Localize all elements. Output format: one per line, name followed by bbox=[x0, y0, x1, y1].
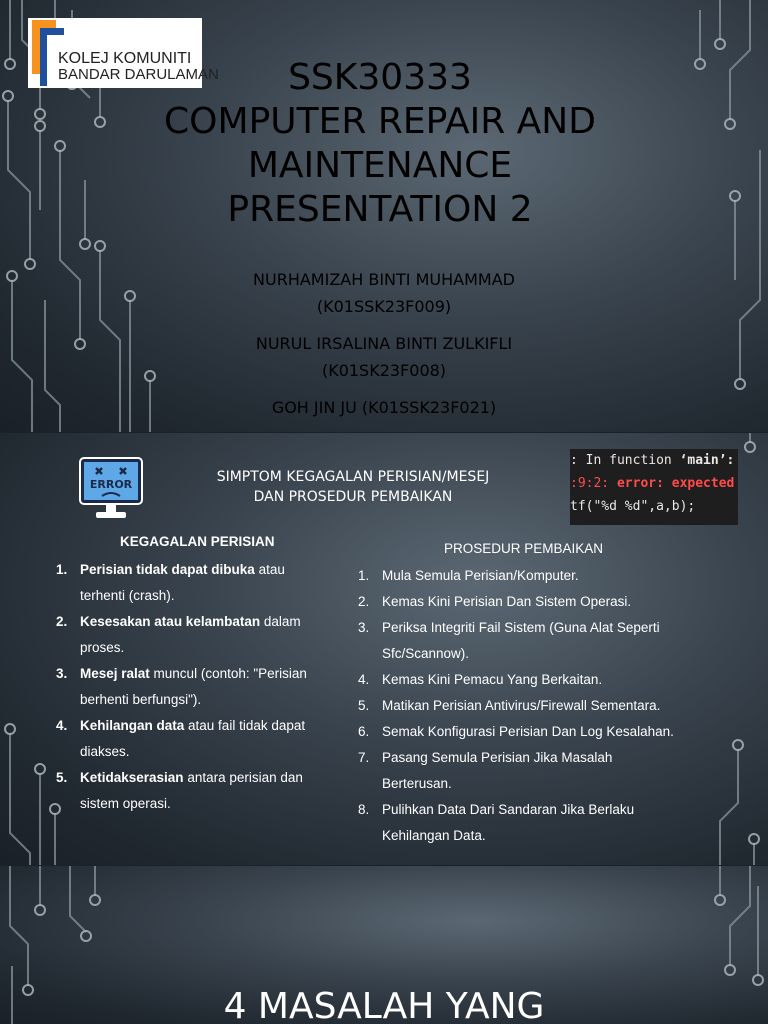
code-line-3a: tf("%d %d",a,b); bbox=[570, 499, 696, 514]
item-bold-text: Ketidakserasian bbox=[80, 770, 184, 785]
item-text: Pulihkan Data Dari Sandaran Jika Berlaku bbox=[382, 802, 635, 817]
logo-line-1: KOLEJ KOMUNITI bbox=[58, 50, 192, 67]
procedure-item bbox=[358, 563, 708, 589]
slide-heading-line-2: DAN PROSEDUR PEMBAIKAN bbox=[253, 489, 453, 505]
item-text: antara perisian dan bbox=[183, 770, 303, 785]
logo-line-2: BANDAR DARULAMAN bbox=[58, 66, 219, 83]
item-number: 2. bbox=[358, 594, 370, 609]
item-number: 1. bbox=[358, 568, 370, 583]
error-monitor-icon bbox=[78, 456, 144, 522]
author-1-name: NURHAMIZAH BINTI MUHAMMAD bbox=[253, 270, 515, 289]
author-2-id: (K01SK23F008) bbox=[321, 361, 447, 380]
item-number: 4. bbox=[56, 718, 68, 733]
author-3 bbox=[140, 394, 628, 421]
item-text-line-2: berhenti berfungsi"). bbox=[80, 692, 202, 707]
next-slide-title: 4 MASALAH YANG bbox=[223, 986, 545, 1024]
content-slide bbox=[0, 433, 768, 865]
symptom-item bbox=[56, 557, 326, 609]
symptom-item bbox=[56, 661, 326, 713]
slide-heading-line-1: SIMPTOM KEGAGALAN PERISIAN/MESEJ bbox=[216, 469, 490, 485]
item-number: 1. bbox=[56, 562, 68, 577]
item-number: 3. bbox=[56, 666, 68, 681]
code-error-screenshot bbox=[570, 449, 738, 525]
author-2-name: NURUL IRSALINA BINTI ZULKIFLI bbox=[255, 334, 513, 353]
course-code: SSK30333 bbox=[288, 57, 472, 98]
item-bold-text: Kehilangan data bbox=[80, 718, 185, 733]
author-3-name: GOH JIN JU (K01SSK23F021) bbox=[271, 398, 497, 417]
item-number: 4. bbox=[358, 672, 370, 687]
item-bold-text: Mesej ralat bbox=[80, 666, 150, 681]
title-line-2: COMPUTER REPAIR AND bbox=[164, 101, 596, 142]
item-number: 5. bbox=[358, 698, 370, 713]
code-line-2a: :9:2: bbox=[570, 476, 617, 491]
item-text: Kemas Kini Pemacu Yang Berkaitan. bbox=[382, 672, 603, 687]
right-column-heading: PROSEDUR PEMBAIKAN bbox=[444, 541, 604, 556]
item-text: Semak Konfigurasi Perisian Dan Log Kesalahan. bbox=[382, 724, 674, 739]
item-number: 2. bbox=[56, 614, 68, 629]
slide-heading bbox=[180, 467, 526, 507]
item-text: Mula Semula Perisian/Komputer. bbox=[382, 568, 579, 583]
procedure-item bbox=[358, 719, 708, 745]
next-slide-partial bbox=[0, 866, 768, 1024]
item-text: Matikan Perisian Antivirus/Firewall Sementara. bbox=[382, 698, 661, 713]
item-text-line-2: Berterusan. bbox=[382, 776, 452, 791]
author-1-id: (K01SSK23F009) bbox=[316, 297, 452, 316]
item-text: dalam bbox=[260, 614, 301, 629]
item-number: 3. bbox=[358, 620, 370, 635]
item-text-line-2: proses. bbox=[80, 640, 125, 655]
code-line-1b: ‘main’: bbox=[679, 453, 735, 468]
code-line-2b: error: expected bbox=[616, 476, 735, 491]
symptom-list bbox=[56, 557, 326, 817]
item-number: 8. bbox=[358, 802, 370, 817]
item-text: Periksa Integriti Fail Sistem (Guna Alat Seperti bbox=[382, 620, 660, 635]
presentation-title bbox=[110, 56, 650, 232]
author-1 bbox=[140, 266, 628, 320]
item-text: muncul (contoh: "Perisian bbox=[149, 666, 307, 681]
item-text: atau bbox=[254, 562, 285, 577]
author-list bbox=[140, 266, 628, 431]
title-slide bbox=[0, 0, 768, 432]
item-bold-text: Perisian tidak dapat dibuka bbox=[80, 562, 255, 577]
procedure-item bbox=[358, 589, 708, 615]
item-number: 6. bbox=[358, 724, 370, 739]
circuit-decoration-right bbox=[640, 0, 768, 432]
item-text-line-2: diakses. bbox=[80, 744, 130, 759]
item-text-line-2: Sfc/Scannow). bbox=[382, 646, 470, 661]
procedure-item bbox=[358, 615, 708, 667]
error-icon-label: ERROR bbox=[89, 478, 133, 491]
procedure-item bbox=[358, 667, 708, 693]
procedure-item bbox=[358, 797, 708, 849]
item-text-line-2: terhenti (crash). bbox=[80, 588, 175, 603]
item-text-line-2: sistem operasi. bbox=[80, 796, 171, 811]
author-2 bbox=[140, 330, 628, 384]
item-text: Kemas Kini Perisian Dan Sistem Operasi. bbox=[382, 594, 632, 609]
procedure-item bbox=[358, 693, 708, 719]
item-text: Pasang Semula Perisian Jika Masalah bbox=[382, 750, 613, 765]
symptom-item bbox=[56, 609, 326, 661]
item-bold-text: Kesesakan atau kelambatan bbox=[80, 614, 261, 629]
left-column-heading: KEGAGALAN PERISIAN bbox=[120, 534, 275, 549]
symptom-item bbox=[56, 713, 326, 765]
code-line-1a: : In function bbox=[570, 453, 680, 468]
procedure-list bbox=[358, 563, 708, 849]
item-number: 7. bbox=[358, 750, 370, 765]
procedure-item bbox=[358, 745, 708, 797]
symptom-item bbox=[56, 765, 326, 817]
title-line-4: PRESENTATION 2 bbox=[227, 189, 533, 230]
title-line-3: MAINTENANCE bbox=[247, 145, 513, 186]
item-number: 5. bbox=[56, 770, 68, 785]
item-text-line-2: Kehilangan Data. bbox=[382, 828, 486, 843]
item-text: atau fail tidak dapat bbox=[184, 718, 306, 733]
